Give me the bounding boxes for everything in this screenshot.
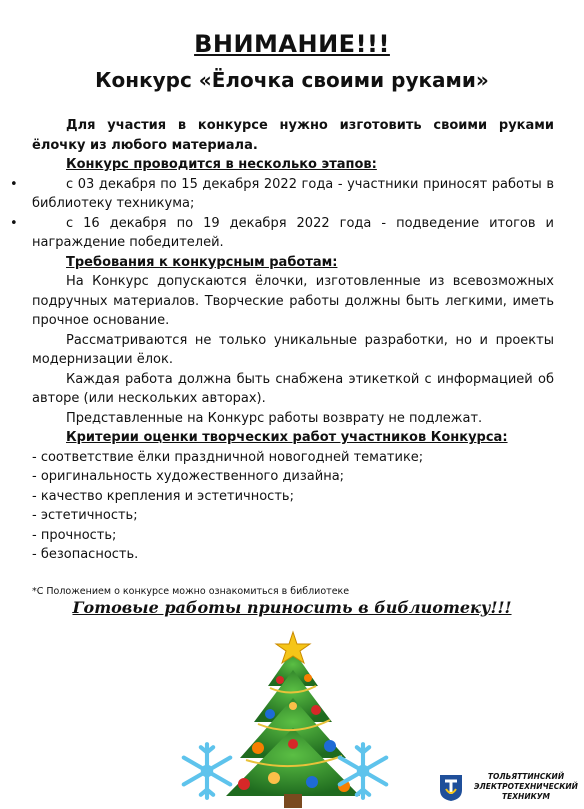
call-to-action: Готовые работы приносить в библиотеку!!!: [72, 598, 512, 617]
requirements-heading: Требования к конкурсным работам:: [66, 254, 338, 270]
requirement-paragraph: На Конкурс допускаются ёлочки, изготовленные из всевозможных подручных материалов. Творческие работы должны быть легкими, иметь прочное основание.: [32, 274, 554, 328]
stage-item: • с 03 декабря по 15 декабря 2022 года - участники приносят работы в библиотеку техникума;: [10, 176, 554, 211]
snowflake-icon: [332, 740, 394, 802]
announcement-body: [10, 116, 554, 565]
criteria-item: - соответствие ёлки праздничной новогодней тематике;: [32, 449, 424, 465]
stages-heading: Конкурс проводится в несколько этапов:: [66, 157, 377, 172]
college-logo-icon: [436, 772, 466, 802]
footnote: *С Положением о конкурсе можно ознакомиться в библиотеке: [32, 586, 350, 597]
requirement-paragraph: Рассматриваются не только уникальные разработки, но и проекты модернизации ёлок.: [32, 332, 554, 367]
bullet-icon: •: [10, 176, 18, 192]
criteria-item: - оригинальность художественного дизайна;: [32, 469, 345, 484]
organization-name: ТОЛЬЯТТИНСКИЙ ЭЛЕКТРОТЕХНИЧЕСКИЙ ТЕХНИКУМ: [474, 772, 578, 801]
criteria-item: - эстетичность;: [32, 508, 138, 523]
snowflake-icon: [176, 740, 238, 802]
intro-text: Для участия в конкурсе нужно изготовить своими руками ёлочку из любого материала.: [32, 118, 554, 153]
bullet-icon: •: [10, 215, 18, 231]
criteria-item: - безопасность.: [32, 547, 139, 562]
stage-item: • с 16 декабря по 19 декабря 2022 года - подведение итогов и награждение победителей.: [10, 215, 554, 250]
criteria-heading: Критерии оценки творческих работ участников Конкурса:: [66, 430, 508, 445]
contest-title: Конкурс «Ёлочка своими руками»: [95, 68, 489, 92]
page-title: ВНИМАНИЕ!!!: [194, 30, 390, 58]
requirement-paragraph: Каждая работа должна быть снабжена этикеткой с информацией об авторе (или нескольких авторах).: [32, 371, 554, 406]
criteria-item: - качество крепления и эстетичность;: [32, 488, 294, 504]
stages-list: [10, 175, 554, 253]
criteria-item: - прочность;: [32, 527, 117, 543]
requirement-paragraph: Представленные на Конкурс работы возврату не подлежат.: [66, 410, 483, 426]
